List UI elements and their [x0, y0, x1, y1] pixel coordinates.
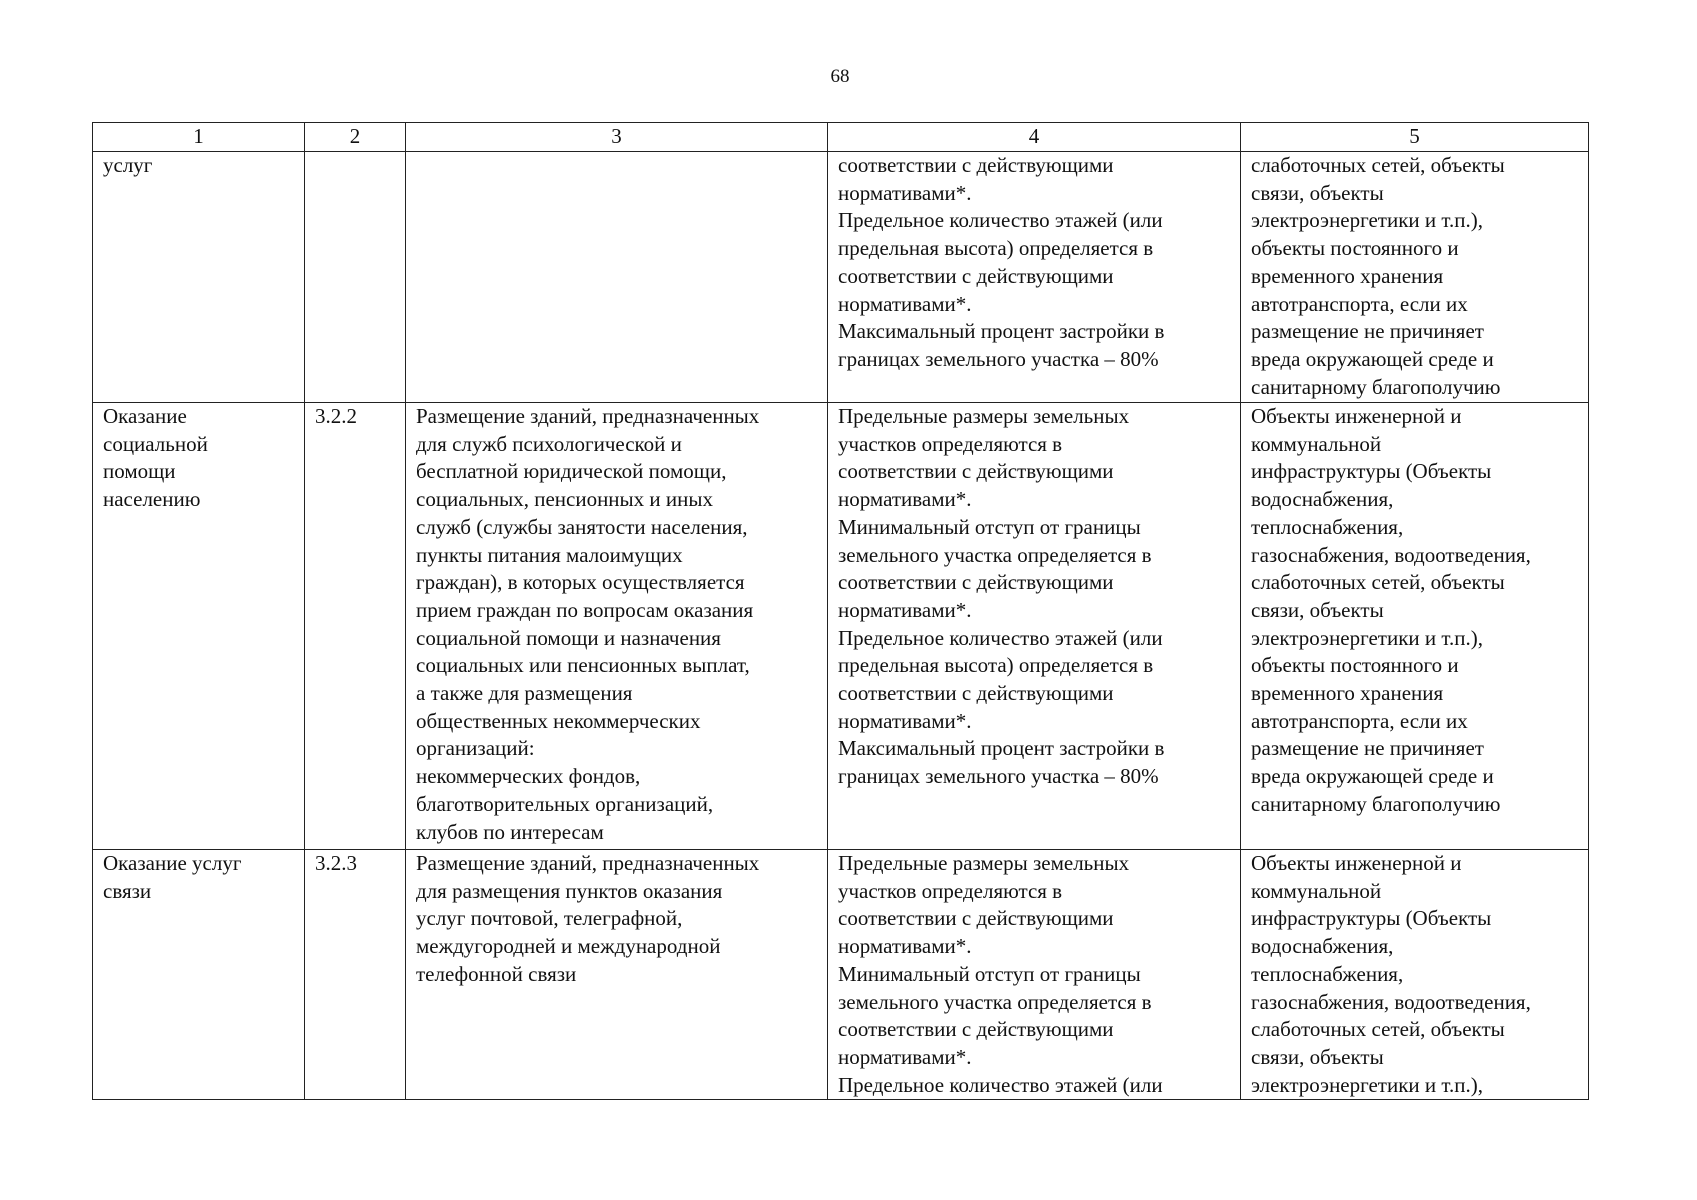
- use-description-cell: [406, 850, 828, 1100]
- use-name-line: Оказание: [103, 404, 187, 428]
- auxiliary-line: временного хранения: [1251, 263, 1444, 288]
- description-line: междугородней и международной: [416, 934, 721, 959]
- auxiliary-line: инфраструктуры (Объекты: [1251, 459, 1492, 484]
- parameters-line: соответствии с действующими: [838, 459, 1114, 484]
- parameters-line: нормативами*.: [838, 487, 972, 512]
- auxiliary-line: санитарному благополучию: [1251, 791, 1501, 816]
- use-description-cell: [406, 152, 828, 403]
- parameters-line: нормативами*.: [838, 708, 972, 733]
- description-line: пункты питания малоимущих: [416, 542, 683, 567]
- auxiliary-line: инфраструктуры (Объекты: [1251, 906, 1492, 931]
- auxiliary-line: электроэнергетики и т.п.),: [1251, 1072, 1483, 1097]
- description-line: служб (службы занятости населения,: [416, 514, 748, 539]
- description-line: благотворительных организаций,: [416, 791, 714, 816]
- description-line: некоммерческих фондов,: [416, 764, 641, 789]
- zoning-table: [92, 122, 1589, 1100]
- auxiliary-line: электроэнергетики и т.п.),: [1251, 625, 1483, 650]
- use-name-cell: [93, 403, 305, 850]
- parameters-line: соответствии с действующими: [838, 681, 1114, 706]
- parameters-line: Предельное количество этажей (или: [838, 208, 1163, 233]
- use-name-cell: [93, 152, 305, 403]
- table-header-row: [93, 123, 1589, 152]
- parameters-line: предельная высота) определяется в: [838, 653, 1154, 678]
- parameters-line: Предельные размеры земельных: [838, 404, 1130, 428]
- parameters-line: нормативами*.: [838, 291, 972, 316]
- parameters-line: земельного участка определяется в: [838, 989, 1152, 1014]
- auxiliary-line: объекты постоянного и: [1251, 653, 1459, 678]
- auxiliary-line: газоснабжения, водоотведения,: [1251, 542, 1531, 567]
- auxiliary-line: слаботочных сетей, объекты: [1251, 153, 1505, 177]
- auxiliary-line: размещение не причиняет: [1251, 736, 1484, 761]
- auxiliary-uses-cell: [1241, 850, 1589, 1100]
- auxiliary-line: водоснабжения,: [1251, 487, 1394, 512]
- parameters-line: соответствии с действующими: [838, 570, 1114, 595]
- table-row: [93, 152, 1589, 403]
- auxiliary-line: размещение не причиняет: [1251, 319, 1484, 344]
- parameters-line: нормативами*.: [838, 1044, 972, 1069]
- description-line: граждан), в которых осуществляется: [416, 570, 745, 595]
- auxiliary-line: вреда окружающей среде и: [1251, 346, 1494, 371]
- auxiliary-line: временного хранения: [1251, 681, 1444, 706]
- parameters-line: предельная высота) определяется в: [838, 236, 1154, 261]
- description-line: телефонной связи: [416, 961, 577, 986]
- parameters-line: соответствии с действующими: [838, 1017, 1114, 1042]
- parameters-line: нормативами*.: [838, 180, 972, 205]
- auxiliary-line: слаботочных сетей, объекты: [1251, 1017, 1505, 1042]
- description-line: для размещения пунктов оказания: [416, 878, 723, 903]
- use-code-cell: 3.2.2: [305, 403, 406, 850]
- parameters-line: Предельное количество этажей (или: [838, 1072, 1163, 1097]
- auxiliary-line: связи, объекты: [1251, 597, 1384, 622]
- auxiliary-line: автотранспорта, если их: [1251, 291, 1468, 316]
- parameters-line: Минимальный отступ от границы: [838, 961, 1141, 986]
- description-line: а также для размещения: [416, 681, 633, 706]
- parameters-line: нормативами*.: [838, 597, 972, 622]
- auxiliary-line: теплоснабжения,: [1251, 514, 1404, 539]
- description-line: социальных или пенсионных выплат,: [416, 653, 750, 678]
- page-number: 68: [830, 66, 850, 87]
- auxiliary-line: санитарному благополучию: [1251, 374, 1501, 399]
- parameters-line: участков определяются в: [838, 878, 1063, 903]
- description-line: организаций:: [416, 736, 535, 761]
- auxiliary-line: коммунальной: [1251, 431, 1382, 456]
- use-name-line: помощи: [103, 459, 176, 484]
- use-name-line: социальной: [103, 431, 208, 456]
- use-name-cell: [93, 850, 305, 1100]
- auxiliary-line: вреда окружающей среде и: [1251, 764, 1494, 789]
- description-line: Размещение зданий, предназначенных: [416, 404, 760, 428]
- use-description-cell: [406, 403, 828, 850]
- auxiliary-line: автотранспорта, если их: [1251, 708, 1468, 733]
- parameters-line: границах земельного участка – 80%: [838, 764, 1159, 789]
- use-name-line: связи: [103, 878, 152, 903]
- auxiliary-line: теплоснабжения,: [1251, 961, 1404, 986]
- parameters-line: соответствии с действующими: [838, 906, 1114, 931]
- auxiliary-line: слаботочных сетей, объекты: [1251, 570, 1505, 595]
- parameters-line: участков определяются в: [838, 431, 1063, 456]
- description-line: бесплатной юридической помощи,: [416, 459, 727, 484]
- parameters-line: нормативами*.: [838, 934, 972, 959]
- use-code-cell: [305, 152, 406, 403]
- auxiliary-line: Объекты инженерной и: [1251, 851, 1462, 875]
- use-name-line: услуг: [103, 153, 153, 177]
- auxiliary-line: связи, объекты: [1251, 1044, 1384, 1069]
- description-line: прием граждан по вопросам оказания: [416, 597, 754, 622]
- column-header-5: 5: [1241, 123, 1589, 152]
- column-header-2: 2: [305, 123, 406, 152]
- auxiliary-line: газоснабжения, водоотведения,: [1251, 989, 1531, 1014]
- parameters-cell: [828, 152, 1241, 403]
- parameters-line: Минимальный отступ от границы: [838, 514, 1141, 539]
- parameters-cell: [828, 850, 1241, 1100]
- parameters-line: Максимальный процент застройки в: [838, 319, 1165, 344]
- use-code-cell: 3.2.3: [305, 850, 406, 1100]
- description-line: услуг почтовой, телеграфной,: [416, 906, 683, 931]
- auxiliary-line: Объекты инженерной и: [1251, 404, 1462, 428]
- table-row: [93, 403, 1589, 850]
- use-name-line: Оказание услуг: [103, 851, 242, 875]
- auxiliary-uses-cell: [1241, 152, 1589, 403]
- auxiliary-uses-cell: [1241, 403, 1589, 850]
- description-line: общественных некоммерческих: [416, 708, 701, 733]
- auxiliary-line: водоснабжения,: [1251, 934, 1394, 959]
- description-line: клубов по интересам: [416, 819, 604, 844]
- parameters-line: Предельные размеры земельных: [838, 851, 1130, 875]
- column-header-1: 1: [93, 123, 305, 152]
- description-line: Размещение зданий, предназначенных: [416, 851, 760, 875]
- parameters-line: соответствии с действующими: [838, 153, 1114, 177]
- column-header-4: 4: [828, 123, 1241, 152]
- auxiliary-line: коммунальной: [1251, 878, 1382, 903]
- auxiliary-line: электроэнергетики и т.п.),: [1251, 208, 1483, 233]
- column-header-3: 3: [406, 123, 828, 152]
- auxiliary-line: связи, объекты: [1251, 180, 1384, 205]
- parameters-line: Предельное количество этажей (или: [838, 625, 1163, 650]
- description-line: социальной помощи и назначения: [416, 625, 721, 650]
- parameters-cell: [828, 403, 1241, 850]
- parameters-line: соответствии с действующими: [838, 263, 1114, 288]
- description-line: для служб психологической и: [416, 431, 682, 456]
- parameters-line: Максимальный процент застройки в: [838, 736, 1165, 761]
- auxiliary-line: объекты постоянного и: [1251, 236, 1459, 261]
- table-row: [93, 850, 1589, 1100]
- parameters-line: земельного участка определяется в: [838, 542, 1152, 567]
- use-name-line: населению: [103, 487, 201, 512]
- description-line: социальных, пенсионных и иных: [416, 487, 713, 512]
- parameters-line: границах земельного участка – 80%: [838, 346, 1159, 371]
